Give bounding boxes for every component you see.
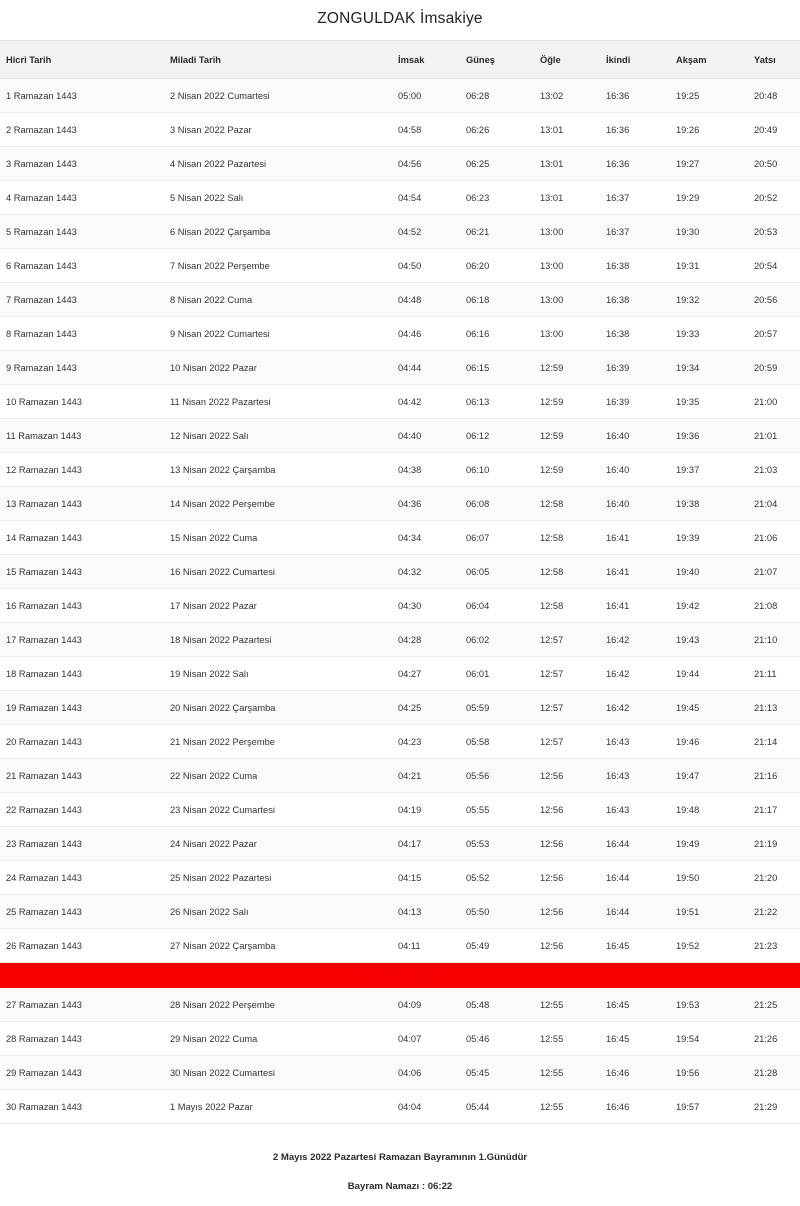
cell-imsak: 04:04: [392, 1090, 460, 1124]
cell-gunes: 06:01: [460, 657, 534, 691]
cell-ogle: 12:58: [534, 555, 600, 589]
cell-ogle: 12:57: [534, 691, 600, 725]
table-row: [0, 1022, 800, 1056]
cell-yatsi: 21:23: [748, 929, 800, 963]
cell-gunes: 06:21: [460, 215, 534, 249]
cell-gunes: 06:08: [460, 487, 534, 521]
cell-gunes: 05:50: [460, 895, 534, 929]
cell-miladi-tarih: 13 Nisan 2022 Çarşamba: [164, 453, 392, 487]
cell-aksam: 19:52: [670, 929, 748, 963]
cell-gunes: 06:28: [460, 79, 534, 113]
cell-yatsi: 20:53: [748, 215, 800, 249]
footer-bayram-namazi: Bayram Namazı : 06:22: [347, 1181, 453, 1192]
table-row: [0, 657, 800, 691]
cell-imsak: 04:06: [392, 1056, 460, 1090]
cell-ogle: 12:55: [534, 988, 600, 1022]
cell-yatsi: 20:59: [748, 351, 800, 385]
cell-aksam: 19:27: [670, 147, 748, 181]
cell-ogle: 12:58: [534, 589, 600, 623]
cell-ogle: 12:57: [534, 725, 600, 759]
cell-yatsi: 21:16: [748, 759, 800, 793]
table-row: [0, 929, 800, 963]
cell-hicri-tarih: 23 Ramazan 1443: [0, 827, 164, 861]
cell-aksam: 19:26: [670, 113, 748, 147]
cell-aksam: 19:44: [670, 657, 748, 691]
cell-aksam: 19:54: [670, 1022, 748, 1056]
cell-ogle: 13:00: [534, 283, 600, 317]
cell-ikindi: 16:44: [600, 895, 670, 929]
cell-aksam: 19:45: [670, 691, 748, 725]
cell-aksam: 19:53: [670, 988, 748, 1022]
table-row: [0, 1090, 800, 1124]
cell-yatsi: 21:17: [748, 793, 800, 827]
cell-gunes: 06:02: [460, 623, 534, 657]
table-row: [0, 113, 800, 147]
cell-yatsi: 21:19: [748, 827, 800, 861]
table-row: [0, 861, 800, 895]
cell-miladi-tarih: 25 Nisan 2022 Pazartesi: [164, 861, 392, 895]
cell-imsak: 04:50: [392, 249, 460, 283]
cell-miladi-tarih: 20 Nisan 2022 Çarşamba: [164, 691, 392, 725]
cell-imsak: 04:07: [392, 1022, 460, 1056]
cell-hicri-tarih: 12 Ramazan 1443: [0, 453, 164, 487]
cell-gunes: 05:56: [460, 759, 534, 793]
cell-ikindi: 16:43: [600, 793, 670, 827]
cell-imsak: 04:19: [392, 793, 460, 827]
cell-hicri-tarih: 9 Ramazan 1443: [0, 351, 164, 385]
table-row: [0, 419, 800, 453]
cell-yatsi: 20:50: [748, 147, 800, 181]
table-row: [0, 521, 800, 555]
cell-ogle: 12:59: [534, 453, 600, 487]
cell-hicri-tarih: 19 Ramazan 1443: [0, 691, 164, 725]
cell-yatsi: 20:52: [748, 181, 800, 215]
cell-ikindi: 16:46: [600, 1090, 670, 1124]
cell-hicri-tarih: 8 Ramazan 1443: [0, 317, 164, 351]
cell-gunes: 05:48: [460, 988, 534, 1022]
cell-ikindi: 16:38: [600, 283, 670, 317]
cell-hicri-tarih: 7 Ramazan 1443: [0, 283, 164, 317]
cell-hicri-tarih: 20 Ramazan 1443: [0, 725, 164, 759]
cell-ikindi: 16:40: [600, 453, 670, 487]
cell-ogle: 13:02: [534, 79, 600, 113]
cell-ikindi: 16:41: [600, 589, 670, 623]
table-row: [0, 988, 800, 1022]
cell-ikindi: 16:41: [600, 555, 670, 589]
cell-imsak: 04:40: [392, 419, 460, 453]
cell-hicri-tarih: 21 Ramazan 1443: [0, 759, 164, 793]
cell-imsak: 04:54: [392, 181, 460, 215]
cell-miladi-tarih: 28 Nisan 2022 Perşembe: [164, 988, 392, 1022]
cell-yatsi: 21:29: [748, 1090, 800, 1124]
column-header-yatsi: Yatsı: [748, 41, 800, 79]
cell-imsak: 04:15: [392, 861, 460, 895]
cell-miladi-tarih: 17 Nisan 2022 Pazar: [164, 589, 392, 623]
cell-ogle: 12:56: [534, 827, 600, 861]
cell-hicri-tarih: 5 Ramazan 1443: [0, 215, 164, 249]
table-row: [0, 555, 800, 589]
table-row: [0, 487, 800, 521]
cell-yatsi: 21:11: [748, 657, 800, 691]
cell-aksam: 19:56: [670, 1056, 748, 1090]
cell-ikindi: 16:38: [600, 317, 670, 351]
cell-miladi-tarih: 29 Nisan 2022 Cuma: [164, 1022, 392, 1056]
cell-gunes: 06:13: [460, 385, 534, 419]
cell-yatsi: 21:04: [748, 487, 800, 521]
cell-miladi-tarih: 7 Nisan 2022 Perşembe: [164, 249, 392, 283]
cell-yatsi: 21:26: [748, 1022, 800, 1056]
cell-aksam: 19:34: [670, 351, 748, 385]
cell-ikindi: 16:42: [600, 691, 670, 725]
cell-imsak: 04:56: [392, 147, 460, 181]
cell-ikindi: 16:44: [600, 861, 670, 895]
cell-miladi-tarih: 14 Nisan 2022 Perşembe: [164, 487, 392, 521]
imsakiye-table: [0, 40, 800, 1124]
cell-hicri-tarih: 18 Ramazan 1443: [0, 657, 164, 691]
cell-aksam: 19:39: [670, 521, 748, 555]
cell-yatsi: 21:07: [748, 555, 800, 589]
column-header-miladi-tarih: Miladi Tarih: [164, 41, 392, 79]
cell-ikindi: 16:39: [600, 351, 670, 385]
cell-miladi-tarih: 8 Nisan 2022 Cuma: [164, 283, 392, 317]
cell-ogle: 13:00: [534, 249, 600, 283]
cell-hicri-tarih: 11 Ramazan 1443: [0, 419, 164, 453]
cell-gunes: 06:12: [460, 419, 534, 453]
cell-ikindi: 16:36: [600, 79, 670, 113]
column-header-ikindi: İkindi: [600, 41, 670, 79]
cell-miladi-tarih: 30 Nisan 2022 Cumartesi: [164, 1056, 392, 1090]
kadir-gecesi-label: KADİR GECESİ: [0, 963, 800, 988]
cell-aksam: 19:47: [670, 759, 748, 793]
cell-ogle: 12:59: [534, 351, 600, 385]
cell-ikindi: 16:40: [600, 419, 670, 453]
cell-hicri-tarih: 1 Ramazan 1443: [0, 79, 164, 113]
cell-ikindi: 16:40: [600, 487, 670, 521]
cell-aksam: 19:31: [670, 249, 748, 283]
cell-imsak: 04:27: [392, 657, 460, 691]
cell-miladi-tarih: 26 Nisan 2022 Salı: [164, 895, 392, 929]
table-row: [0, 147, 800, 181]
cell-hicri-tarih: 15 Ramazan 1443: [0, 555, 164, 589]
cell-ikindi: 16:45: [600, 929, 670, 963]
cell-gunes: 05:46: [460, 1022, 534, 1056]
cell-aksam: 19:57: [670, 1090, 748, 1124]
cell-ikindi: 16:45: [600, 1022, 670, 1056]
cell-aksam: 19:43: [670, 623, 748, 657]
cell-gunes: 05:59: [460, 691, 534, 725]
table-row: [0, 691, 800, 725]
table-header: [0, 41, 800, 79]
cell-gunes: 06:16: [460, 317, 534, 351]
cell-yatsi: 20:54: [748, 249, 800, 283]
cell-aksam: 19:30: [670, 215, 748, 249]
cell-miladi-tarih: 5 Nisan 2022 Salı: [164, 181, 392, 215]
cell-ogle: 12:59: [534, 419, 600, 453]
cell-yatsi: 21:28: [748, 1056, 800, 1090]
footer: [0, 1124, 800, 1206]
cell-ikindi: 16:38: [600, 249, 670, 283]
cell-gunes: 05:55: [460, 793, 534, 827]
cell-imsak: 04:36: [392, 487, 460, 521]
table-row: [0, 623, 800, 657]
cell-hicri-tarih: 28 Ramazan 1443: [0, 1022, 164, 1056]
cell-ogle: 12:56: [534, 793, 600, 827]
cell-imsak: 04:52: [392, 215, 460, 249]
cell-ogle: 12:56: [534, 929, 600, 963]
cell-imsak: 04:58: [392, 113, 460, 147]
cell-gunes: 06:04: [460, 589, 534, 623]
cell-hicri-tarih: 17 Ramazan 1443: [0, 623, 164, 657]
cell-yatsi: 21:03: [748, 453, 800, 487]
cell-miladi-tarih: 18 Nisan 2022 Pazartesi: [164, 623, 392, 657]
cell-gunes: 05:52: [460, 861, 534, 895]
cell-ikindi: 16:42: [600, 623, 670, 657]
cell-aksam: 19:42: [670, 589, 748, 623]
cell-aksam: 19:33: [670, 317, 748, 351]
cell-ikindi: 16:39: [600, 385, 670, 419]
cell-ogle: 13:00: [534, 317, 600, 351]
cell-imsak: 04:28: [392, 623, 460, 657]
kadir-gecesi-row: [0, 963, 800, 988]
column-header-aksam: Akşam: [670, 41, 748, 79]
cell-imsak: 04:48: [392, 283, 460, 317]
cell-imsak: 04:17: [392, 827, 460, 861]
cell-aksam: 19:50: [670, 861, 748, 895]
cell-miladi-tarih: 22 Nisan 2022 Cuma: [164, 759, 392, 793]
cell-hicri-tarih: 30 Ramazan 1443: [0, 1090, 164, 1124]
cell-ogle: 12:55: [534, 1022, 600, 1056]
cell-imsak: 04:09: [392, 988, 460, 1022]
cell-yatsi: 20:49: [748, 113, 800, 147]
cell-ogle: 12:58: [534, 487, 600, 521]
cell-miladi-tarih: 2 Nisan 2022 Cumartesi: [164, 79, 392, 113]
cell-miladi-tarih: 3 Nisan 2022 Pazar: [164, 113, 392, 147]
table-row: [0, 453, 800, 487]
table-row: [0, 283, 800, 317]
cell-hicri-tarih: 16 Ramazan 1443: [0, 589, 164, 623]
cell-imsak: 04:44: [392, 351, 460, 385]
cell-yatsi: 21:22: [748, 895, 800, 929]
cell-ikindi: 16:43: [600, 725, 670, 759]
cell-yatsi: 20:57: [748, 317, 800, 351]
cell-ogle: 12:57: [534, 623, 600, 657]
cell-miladi-tarih: 10 Nisan 2022 Pazar: [164, 351, 392, 385]
cell-ogle: 12:55: [534, 1056, 600, 1090]
cell-miladi-tarih: 4 Nisan 2022 Pazartesi: [164, 147, 392, 181]
table-row: [0, 215, 800, 249]
cell-hicri-tarih: 27 Ramazan 1443: [0, 988, 164, 1022]
cell-aksam: 19:36: [670, 419, 748, 453]
cell-aksam: 19:40: [670, 555, 748, 589]
column-header-imsak: İmsak: [392, 41, 460, 79]
column-header-hicri-tarih: Hicri Tarih: [0, 41, 164, 79]
cell-gunes: 05:45: [460, 1056, 534, 1090]
table-row: [0, 793, 800, 827]
cell-ikindi: 16:37: [600, 215, 670, 249]
cell-yatsi: 21:20: [748, 861, 800, 895]
cell-hicri-tarih: 6 Ramazan 1443: [0, 249, 164, 283]
cell-ogle: 13:01: [534, 113, 600, 147]
cell-ikindi: 16:46: [600, 1056, 670, 1090]
cell-aksam: 19:35: [670, 385, 748, 419]
cell-imsak: 04:11: [392, 929, 460, 963]
cell-aksam: 19:38: [670, 487, 748, 521]
table-row: [0, 351, 800, 385]
cell-yatsi: 21:10: [748, 623, 800, 657]
table-row: [0, 827, 800, 861]
cell-miladi-tarih: 6 Nisan 2022 Çarşamba: [164, 215, 392, 249]
cell-gunes: 06:10: [460, 453, 534, 487]
cell-aksam: 19:48: [670, 793, 748, 827]
cell-hicri-tarih: 10 Ramazan 1443: [0, 385, 164, 419]
cell-aksam: 19:49: [670, 827, 748, 861]
cell-hicri-tarih: 24 Ramazan 1443: [0, 861, 164, 895]
cell-hicri-tarih: 4 Ramazan 1443: [0, 181, 164, 215]
table-row: [0, 1056, 800, 1090]
cell-imsak: 04:46: [392, 317, 460, 351]
table-row: [0, 317, 800, 351]
cell-aksam: 19:37: [670, 453, 748, 487]
cell-imsak: 04:30: [392, 589, 460, 623]
cell-yatsi: 20:56: [748, 283, 800, 317]
cell-yatsi: 21:06: [748, 521, 800, 555]
cell-gunes: 06:15: [460, 351, 534, 385]
cell-imsak: 05:00: [392, 79, 460, 113]
cell-hicri-tarih: 26 Ramazan 1443: [0, 929, 164, 963]
cell-imsak: 04:42: [392, 385, 460, 419]
cell-ikindi: 16:44: [600, 827, 670, 861]
cell-ogle: 13:01: [534, 147, 600, 181]
column-header-gunes: Güneş: [460, 41, 534, 79]
cell-aksam: 19:32: [670, 283, 748, 317]
footer-bayram-note: 2 Mayıs 2022 Pazartesi Ramazan Bayramının 1.Günüdür: [272, 1152, 528, 1163]
table-row: [0, 895, 800, 929]
cell-ogle: 12:56: [534, 861, 600, 895]
column-header-ogle: Öğle: [534, 41, 600, 79]
cell-yatsi: 21:01: [748, 419, 800, 453]
cell-miladi-tarih: 1 Mayıs 2022 Pazar: [164, 1090, 392, 1124]
cell-gunes: 05:44: [460, 1090, 534, 1124]
cell-imsak: 04:13: [392, 895, 460, 929]
cell-ogle: 12:55: [534, 1090, 600, 1124]
cell-gunes: 06:05: [460, 555, 534, 589]
cell-aksam: 19:46: [670, 725, 748, 759]
cell-imsak: 04:32: [392, 555, 460, 589]
cell-gunes: 06:20: [460, 249, 534, 283]
cell-gunes: 05:53: [460, 827, 534, 861]
cell-ogle: 12:56: [534, 895, 600, 929]
cell-miladi-tarih: 15 Nisan 2022 Cuma: [164, 521, 392, 555]
cell-miladi-tarih: 23 Nisan 2022 Cumartesi: [164, 793, 392, 827]
cell-ogle: 13:01: [534, 181, 600, 215]
cell-ogle: 12:58: [534, 521, 600, 555]
cell-hicri-tarih: 14 Ramazan 1443: [0, 521, 164, 555]
cell-miladi-tarih: 21 Nisan 2022 Perşembe: [164, 725, 392, 759]
cell-yatsi: 21:14: [748, 725, 800, 759]
cell-gunes: 06:25: [460, 147, 534, 181]
cell-ogle: 12:56: [534, 759, 600, 793]
cell-gunes: 05:58: [460, 725, 534, 759]
table-row: [0, 725, 800, 759]
cell-ogle: 12:59: [534, 385, 600, 419]
cell-aksam: 19:51: [670, 895, 748, 929]
cell-ikindi: 16:36: [600, 147, 670, 181]
cell-miladi-tarih: 9 Nisan 2022 Cumartesi: [164, 317, 392, 351]
table-row: [0, 249, 800, 283]
cell-aksam: 19:29: [670, 181, 748, 215]
table-row: [0, 759, 800, 793]
cell-ogle: 13:00: [534, 215, 600, 249]
cell-imsak: 04:25: [392, 691, 460, 725]
cell-miladi-tarih: 11 Nisan 2022 Pazartesi: [164, 385, 392, 419]
cell-hicri-tarih: 29 Ramazan 1443: [0, 1056, 164, 1090]
cell-gunes: 06:07: [460, 521, 534, 555]
table-body: [0, 79, 800, 1124]
cell-gunes: 06:18: [460, 283, 534, 317]
cell-yatsi: 20:48: [748, 79, 800, 113]
table-row: [0, 589, 800, 623]
cell-yatsi: 21:08: [748, 589, 800, 623]
cell-hicri-tarih: 3 Ramazan 1443: [0, 147, 164, 181]
cell-aksam: 19:25: [670, 79, 748, 113]
cell-miladi-tarih: 19 Nisan 2022 Salı: [164, 657, 392, 691]
table-row: [0, 79, 800, 113]
cell-gunes: 05:49: [460, 929, 534, 963]
cell-gunes: 06:23: [460, 181, 534, 215]
cell-miladi-tarih: 16 Nisan 2022 Cumartesi: [164, 555, 392, 589]
cell-ikindi: 16:36: [600, 113, 670, 147]
cell-hicri-tarih: 13 Ramazan 1443: [0, 487, 164, 521]
cell-gunes: 06:26: [460, 113, 534, 147]
cell-yatsi: 21:00: [748, 385, 800, 419]
cell-imsak: 04:34: [392, 521, 460, 555]
table-row: [0, 385, 800, 419]
cell-imsak: 04:38: [392, 453, 460, 487]
cell-yatsi: 21:13: [748, 691, 800, 725]
cell-ikindi: 16:45: [600, 988, 670, 1022]
cell-imsak: 04:23: [392, 725, 460, 759]
cell-ogle: 12:57: [534, 657, 600, 691]
cell-hicri-tarih: 25 Ramazan 1443: [0, 895, 164, 929]
table-header-row: [0, 41, 800, 79]
cell-ikindi: 16:43: [600, 759, 670, 793]
table-row: [0, 181, 800, 215]
cell-miladi-tarih: 12 Nisan 2022 Salı: [164, 419, 392, 453]
cell-miladi-tarih: 24 Nisan 2022 Pazar: [164, 827, 392, 861]
cell-yatsi: 21:25: [748, 988, 800, 1022]
cell-ikindi: 16:37: [600, 181, 670, 215]
page-title: ZONGULDAK İmsakiye: [317, 10, 483, 27]
cell-ikindi: 16:41: [600, 521, 670, 555]
cell-hicri-tarih: 22 Ramazan 1443: [0, 793, 164, 827]
cell-hicri-tarih: 2 Ramazan 1443: [0, 113, 164, 147]
cell-ikindi: 16:42: [600, 657, 670, 691]
cell-miladi-tarih: 27 Nisan 2022 Çarşamba: [164, 929, 392, 963]
cell-imsak: 04:21: [392, 759, 460, 793]
